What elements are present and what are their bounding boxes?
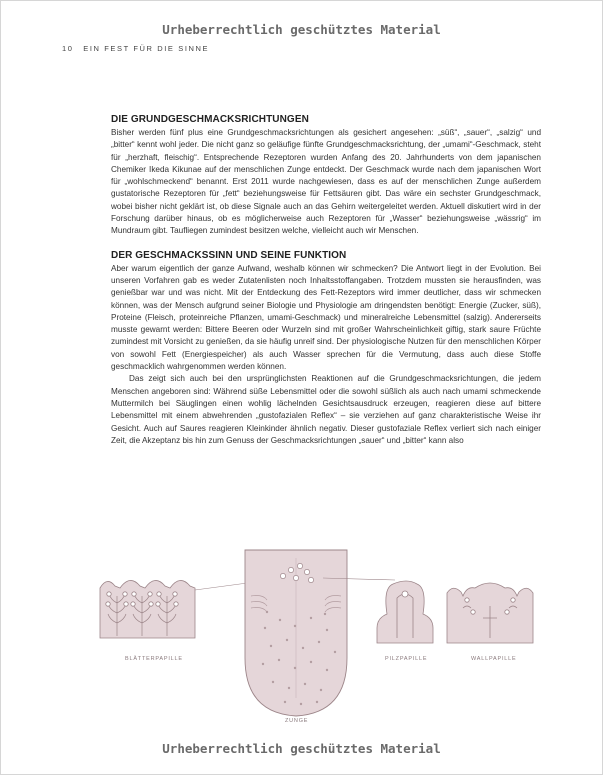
tongue-papillae-illustration [95,548,535,728]
section-text-1: Bisher werden fünf plus eine Grundgeschmacksrichtungen als gesichert angesehen: „süß“, „sauer“, „salzig“ und „bitter“ kennt wohl jeder. Die nicht ganz so geläufige fünfte Grundgeschmacksrichtung, der „umami“-Geschmack, steht für „herzhaft, fleischig“. Entsprechende Rezeptoren wurden Anfang des 20. Jahrhunderts von dem japanischen Chemiker Ikeda Kikunae auf der menschlichen Zunge entdeckt. Der Geschmack wurde nach dem japanischen Wort für „wohlschmeckend“ benannt. Erst 2011 wurde nachgewiesen, dass es auf der menschlichen Zunge außerdem gustatorische Rezeptoren für „fett“ beziehungsweise für Fettsäuren gibt. Das wäre ein sechster Grundgeschmack, wobei bisher nicht geklärt ist, ob diese Signale auch an das Gehirn weitergeleitet werden. Aktuell diskutiert wird in der Forschung darüber hinaus, ob es möglicherweise auch Rezeptoren für „Wasser“ beziehungsweise „wässrig“ im Mundraum gibt. Taufliegen zumindest besitzen welche, vielleicht auch wir Menschen. [111,128,541,236]
section-text-2b: Das zeigt sich auch bei den ursprünglichsten Reaktionen auf die Grundgeschmacksrichtungen, die jedem Menschen angeboren sind: Während süße Lebensmittel oder die sowohl süßlich als auch nach umami schmeckende Muttermilch bei Säuglingen einen wohlig lächelnden Gesichtsausdruck erzeugen, reagieren diese auf bittere Lebensmittel mit einem abwehrenden „gustofazialen Reflex“ – sie verziehen auf ganz charakteristische Weise ihr Gesicht. Auch auf Saures reagieren Kleinkinder ähnlich negativ. Dieser gustofaziale Reflex verliert sich nach einiger Zeit, die Akzeptanz bis hin zum Genuss der Geschmacksrichtungen „sauer“ und „bitter“ kann also [111,374,541,445]
watermark-top: Urheberrechtlich geschütztes Material [162,22,441,37]
section-heading-1: DIE GRUNDGESCHMACKSRICHTUNGEN [111,114,309,125]
foliate-papilla-drawing [100,580,255,638]
tongue-drawing [245,550,395,716]
fungiform-papilla-drawing [377,581,433,643]
watermark-bottom: Urheberrechtlich geschütztes Material [162,741,441,756]
running-head [62,44,209,53]
label-tongue: ZUNGE [285,718,309,724]
main-content [111,114,541,447]
label-fungiform: PILZPAPILLE [385,656,428,662]
section-text-2a: Aber warum eigentlich der ganze Aufwand, weshalb können wir schmecken? Die Antwort liegt in der Evolution. Bei unseren Vorfahren gab es weder Zutatenlisten noch Inhaltsstoffangaben. Trotzdem mussten sie herausfinden, was genießbar war und was nicht. Mit der Entdeckung des Fett-Rezeptors wird immer deutlicher, dass wir schmecken können, was der Mensch aufgrund seiner Biologie und Physiologie am dringendsten benötigt: Energie (Zucker, süß), Proteine (Fleisch, proteinreiche Pflanzen, umami-Geschmack) und mineralreiche Lebensmittel (salzig). Andererseits musste gewarnt werden: Bittere Beeren oder Wurzeln sind mit großer Wahrscheinlichkeit giftig, stark saure Früchte zumindest mit Vorsicht zu genießen, da sie häufig unreif sind. Der physiologische Nutzen für den menschlichen Körper von sowohl Fett (Energiespeicher) als auch Wasser sprechen für die Vermutung, dass auch diese Stoffe geschmacklich wahrgenommen werden können. [111,263,541,372]
label-circumvallate: WALLPAPILLE [471,656,517,662]
label-foliate: BLÄTTERPAPILLE [125,656,183,662]
circumvallate-papilla-drawing [447,583,533,643]
section-heading-2: DER GESCHMACKSSINN UND SEINE FUNKTION [111,249,347,261]
chapter-title: EIN FEST FÜR DIE SINNE [83,44,210,53]
page-number: 10 [62,44,74,53]
